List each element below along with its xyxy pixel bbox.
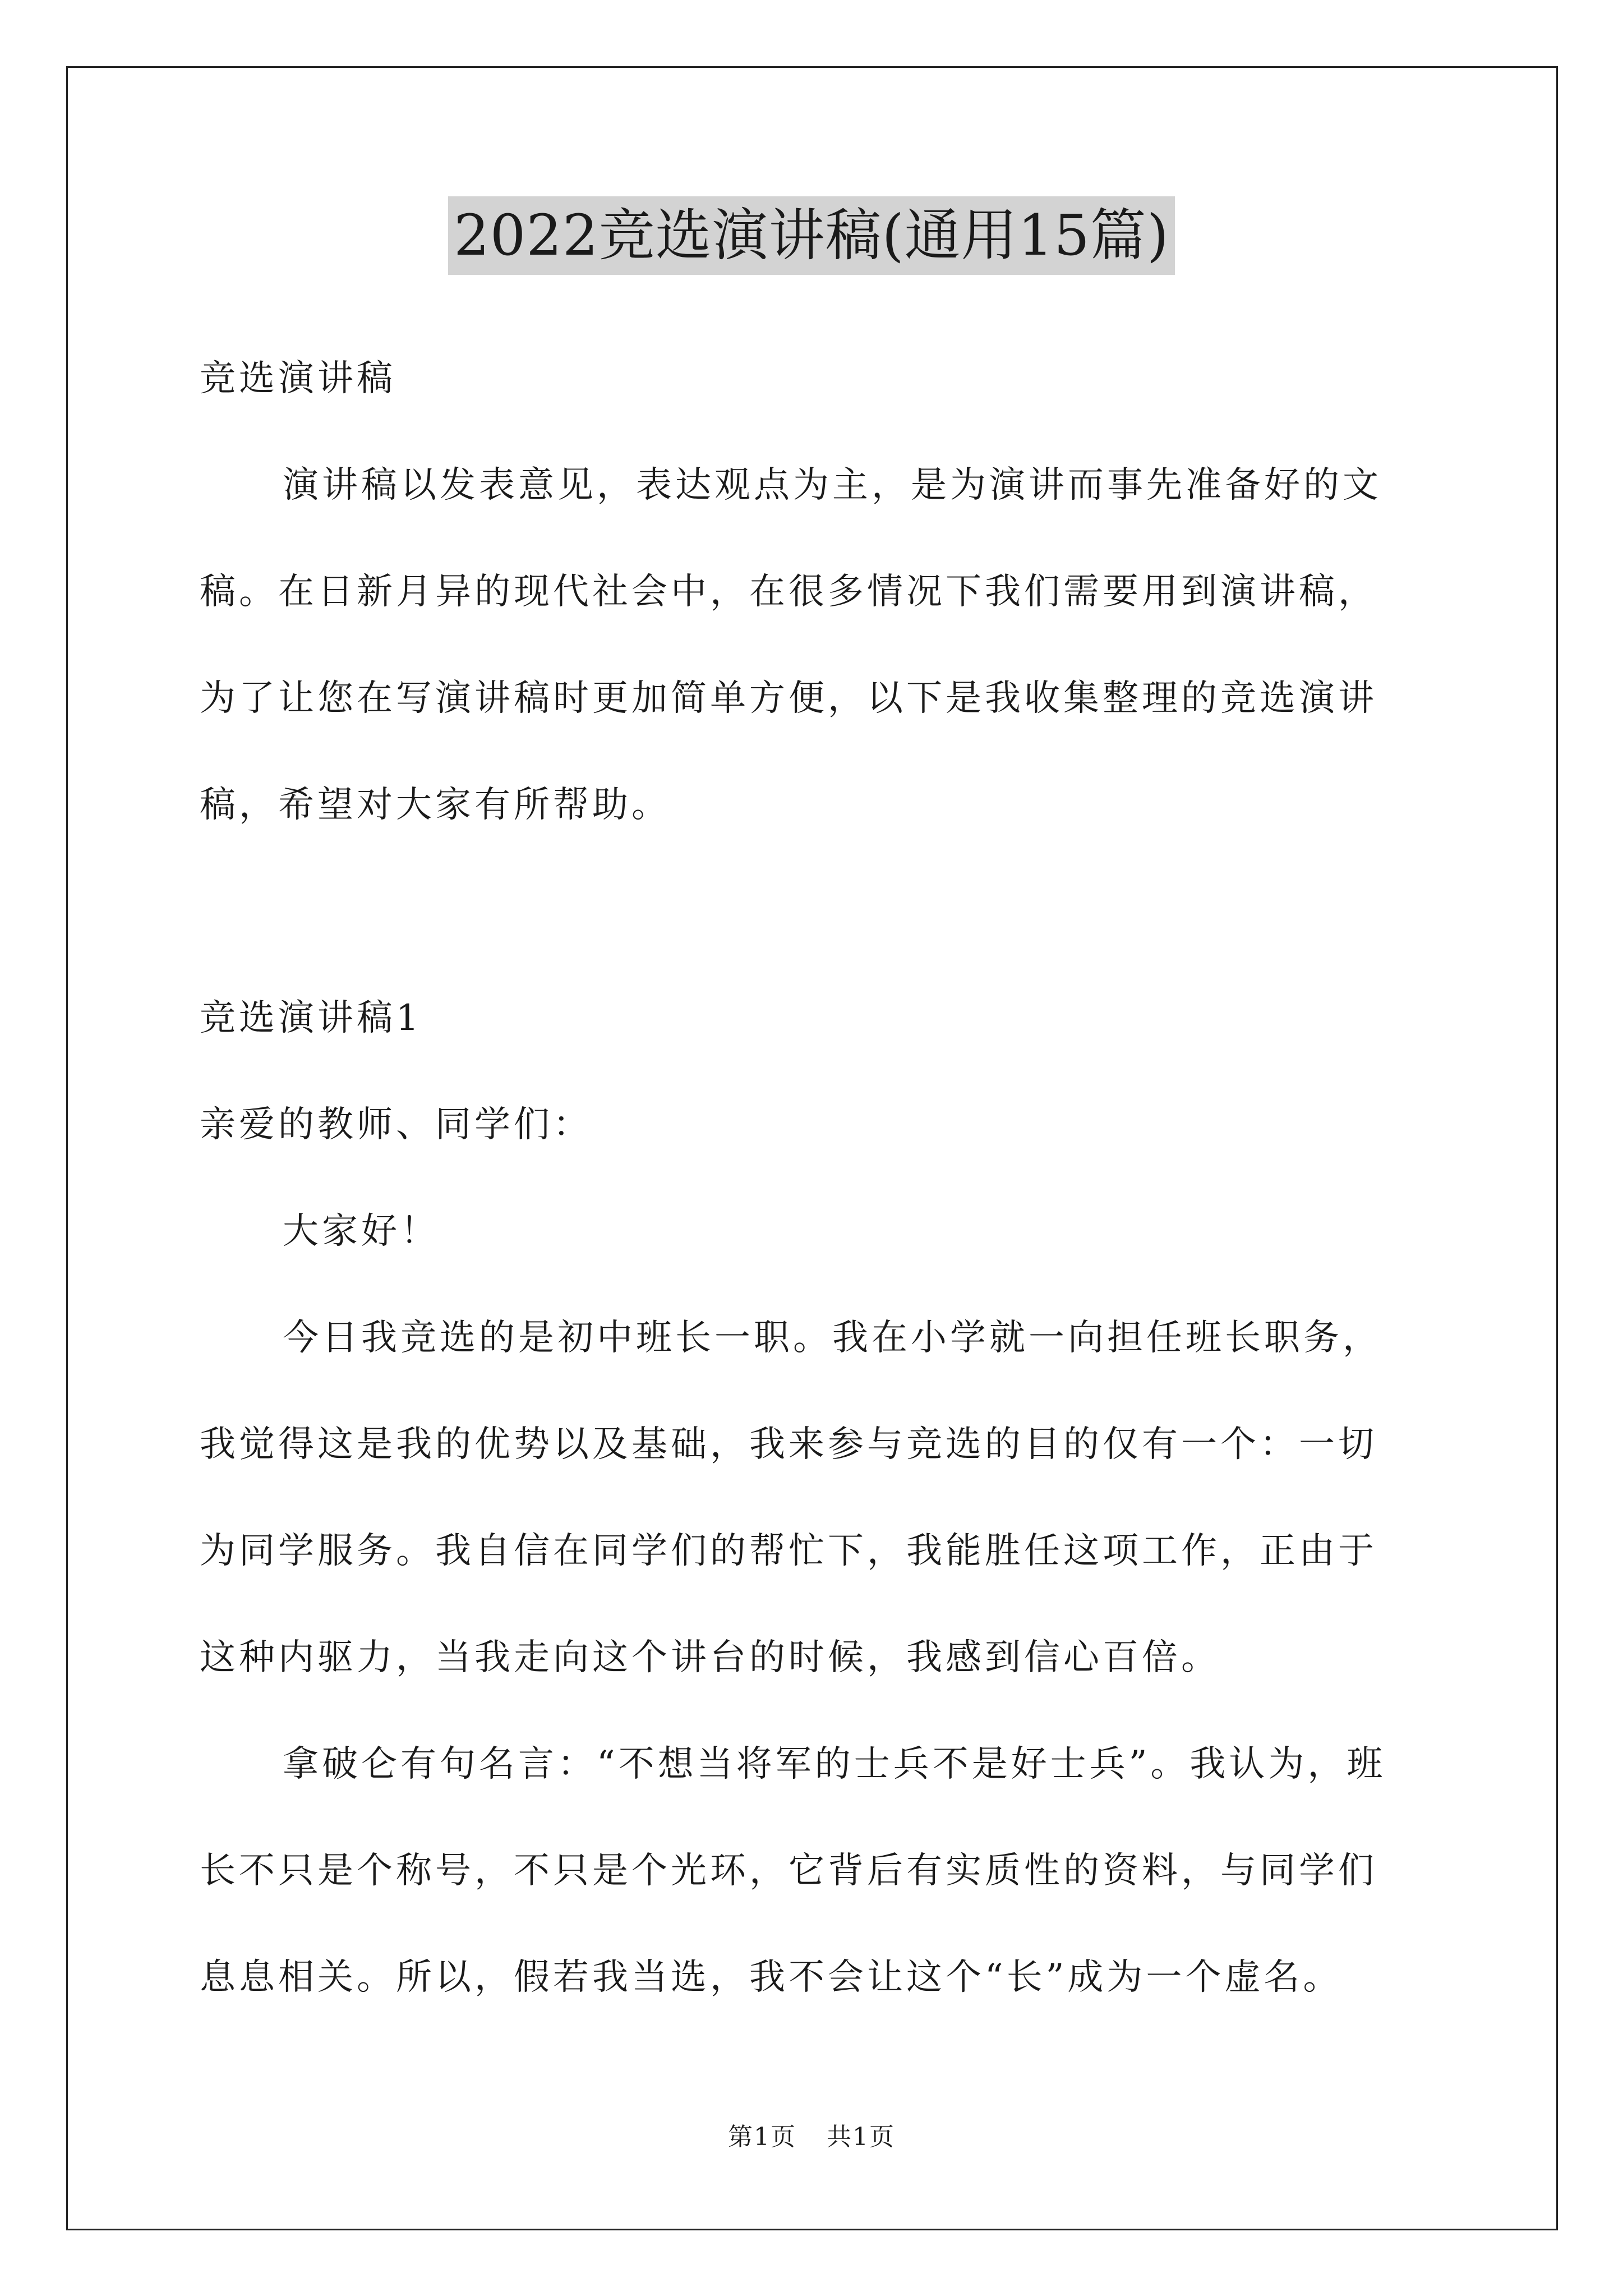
intro-line: 为了让您在写演讲稿时更加简单方便，以下是我收集整理的竞选演讲 (200, 678, 1377, 719)
paragraph-line: 我觉得这是我的优势以及基础，我来参与竞选的目的仅有一个：一切 (200, 1424, 1377, 1465)
page-total: 共1页 (827, 2123, 895, 2151)
intro-line: 稿。在日新月异的现代社会中，在很多情况下我们需要用到演讲稿， (200, 571, 1377, 613)
paragraph-line: 拿破仑有句名言：“不想当将军的士兵不是好士兵”。我认为，班 (283, 1743, 1386, 1785)
intro-line: 稿，希望对大家有所帮助。 (200, 784, 671, 826)
paragraph-line: 息息相关。所以，假若我当选，我不会让这个“长”成为一个虚名。 (200, 1957, 1343, 1998)
paragraph-line: 为同学服务。我自信在同学们的帮忙下，我能胜任这项工作，正由于 (200, 1530, 1377, 1572)
greeting: 大家好！ (283, 1211, 440, 1252)
page-current: 第1页 (728, 2123, 796, 2151)
intro-line: 演讲稿以发表意见，表达观点为主，是为演讲而事先准备好的文 (283, 464, 1382, 506)
title-container (0, 196, 1623, 275)
paragraph-line: 长不只是个称号，不只是个光环，它背后有实质性的资料，与同学们 (200, 1850, 1377, 1892)
section-heading: 竞选演讲稿1 (200, 997, 422, 1039)
intro-heading: 竞选演讲稿 (200, 358, 396, 399)
paragraph-line: 今日我竞选的是初中班长一职。我在小学就一向担任班长职务， (283, 1317, 1382, 1359)
salutation: 亲爱的教师、同学们： (200, 1104, 592, 1145)
document-title: 2022竞选演讲稿(通用15篇) (448, 196, 1175, 275)
paragraph-line: 这种内驱力，当我走向这个讲台的时候，我感到信心百倍。 (200, 1637, 1220, 1678)
page-footer (0, 2120, 1623, 2154)
